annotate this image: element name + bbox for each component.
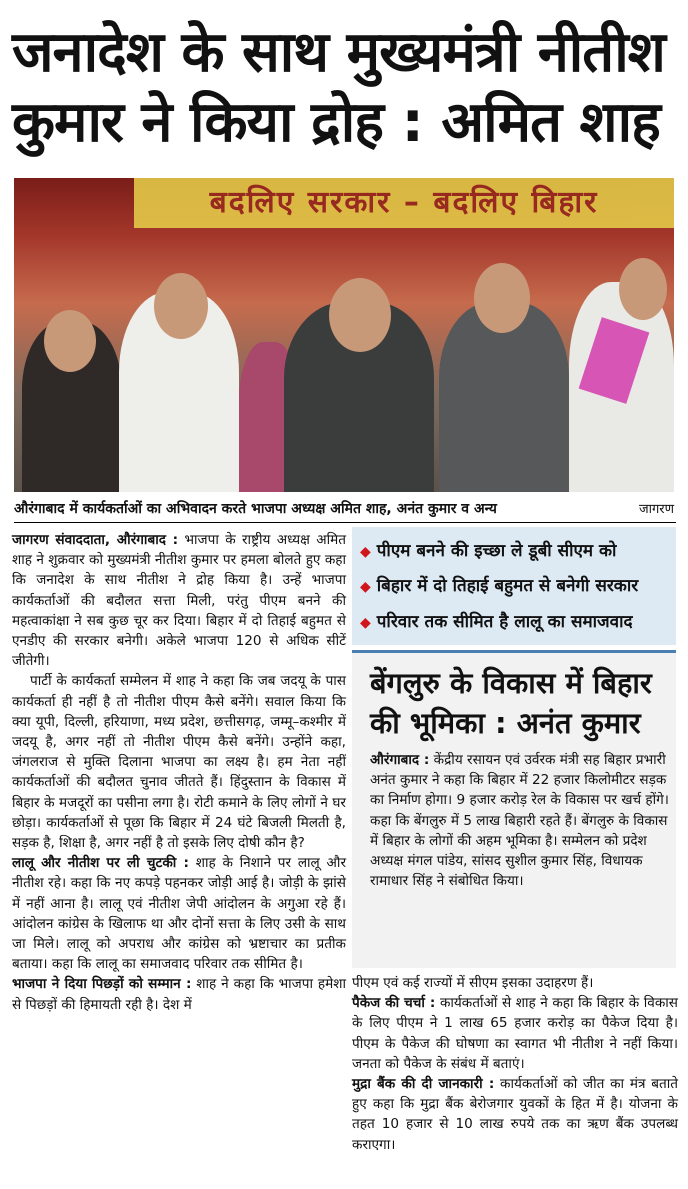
- sidebar-title: [370, 663, 670, 743]
- diamond-bullet-icon: ◆: [360, 615, 371, 631]
- person-head: [474, 263, 530, 333]
- paragraph-text: कार्यकर्ताओं को जीत का मंत्र बताते हुए कहा कि मुद्रा बैंक बेरोजगार युवकों के हित में है। योजना के तहत 10 हजार से 10 लाख रुपये तक का ऋण बैंक उपलब्ध कराएगा।: [352, 1076, 678, 1153]
- news-photo: [14, 178, 674, 492]
- divider: [14, 522, 676, 523]
- left-paragraph-4: [12, 974, 346, 1014]
- paragraph-text: शाह के निशाने पर लालू और नीतीश रहे। कहा कि नए कपड़े पहनकर जोड़ी आई है। जोड़ी के झांसे में नहीं आना है। लालू एवं नीतीश जेपी आंदोलन के अगुआ रहे हैं। आंदोलन कांग्रेस के खिलाफ था और दोनों सत्ता के लिए उसी के साथ जा मिले। लालू को अपराध और कांग्रेस को भ्रष्टाचार का प्रतीक बताया। कहा कि लालू का समाजवाद परिवार तक सीमित है।: [12, 855, 347, 973]
- headline: [12, 18, 676, 158]
- highlight-text: पीएम बनने की इच्छा ले डूबी सीएम को: [376, 541, 617, 561]
- photo-caption: [14, 497, 674, 519]
- sidebar-title-line-2: की भूमिका : अनंत कुमार: [370, 706, 641, 740]
- sidebar-text: केंद्रीय रसायन एवं उर्वरक मंत्री सह बिहार प्रभारी अनंत कुमार ने कहा कि बिहार में 22 हजार किलोमीटर सड़क का निर्माण होगा। 9 हजार करोड़ रेल के विकास पर खर्च होंगे। कहा कि बेंगलुरु में 5 लाख बिहारी रहते हैं। बेंगलुरु के विकास में बिहार के लोगों की अहम भूमिका है। सम्मेलन को प्रदेश अध्यक्ष मंगल पांडेय, सांसद सुशील कुमार सिंह, विधायक रामाधार सिंह ने संबोधित किया।: [370, 752, 669, 890]
- dateline: जागरण संवाददाता, औरंगाबाद :: [12, 532, 179, 548]
- sidebar-story: [352, 650, 676, 968]
- left-paragraph-2: पार्टी के कार्यकर्ता सम्मेलन में शाह ने कहा कि जब जदयू के पास कार्यकर्ता ही नहीं है तो नीतीश पीएम कैसे बनेंगे। सवाल किया कि क्या यूपी, दिल्ली, हरियाणा, मध्य प्रदेश, छत्तीसगढ़, जम्मू–कश्मीर में जदयू है, अगर नहीं तो नीतीश पीएम कैसे बनेंगे। उन्होंने कहा, जंगलराज से मुक्ति दिलाना भाजपा का लक्ष्य है। हम नेता नहीं कार्यकर्ताओं की बदौलत चुनाव जीतते हैं। हिंदुस्तान के विकास में बिहार के मजदूरों का पसीना लगा है। रोटी कमाने के लिए लोगों ने घर छोड़ा। कार्यकर्ताओं से पूछा कि बिहार में 24 घंटे बिजली मिलती है, सड़क है, शिक्षा है, अगर नहीं है तो इसके लिए दोषी कौन है?: [12, 673, 346, 852]
- highlight-text: बिहार में दो तिहाई बहुमत से बनेगी सरकार: [376, 576, 639, 596]
- photo-banner-text: बदलिए सरकार – बदलिए बिहार: [209, 185, 599, 220]
- left-column: [12, 530, 346, 1015]
- highlight-item: [360, 538, 616, 561]
- right-paragraph-3: [352, 1074, 678, 1155]
- subheading: लालू और नीतीश पर ली चुटकी :: [12, 855, 189, 872]
- photo-banner: [134, 178, 674, 228]
- subheading: भाजपा ने दिया पिछड़ों को सम्मान :: [12, 976, 192, 993]
- subheading: मुद्रा बैंक की दी जानकारी :: [352, 1076, 495, 1093]
- photo-credit: जागरण: [638, 502, 674, 517]
- caption-text: औरंगाबाद में कार्यकर्ताओं का अभिवादन करते भाजपा अध्यक्ष अमित शाह, अनंत कुमार व अन्य: [14, 500, 497, 517]
- headline-line-2: कुमार ने किया द्रोह : अमित शाह: [12, 90, 660, 155]
- person-head: [329, 278, 391, 352]
- highlight-text: परिवार तक सीमित है लालू का समाजवाद: [376, 612, 633, 632]
- highlight-item: [360, 609, 633, 632]
- left-paragraph-3: [12, 853, 346, 974]
- person-head: [154, 273, 208, 339]
- highlight-item: [360, 573, 638, 596]
- right-paragraph-2: [352, 993, 678, 1074]
- paragraph-text: शाह ने कहा कि भाजपा हमेशा से पिछड़ों की हिमायती रही है। देश में: [12, 976, 346, 1013]
- subheading: पैकेज की चर्चा :: [352, 995, 436, 1012]
- sidebar-body: [370, 750, 670, 891]
- left-paragraph-1: [12, 530, 346, 671]
- right-paragraph-1: पीएम एवं कई राज्यों में सीएम इसका उदाहरण हैं।: [352, 975, 594, 991]
- sidebar-dateline: औरंगाबाद :: [370, 752, 430, 768]
- person-head: [619, 258, 667, 320]
- diamond-bullet-icon: ◆: [360, 579, 371, 595]
- highlights-box: [352, 527, 676, 645]
- paragraph-text: कार्यकर्ताओं से शाह ने कहा कि बिहार के विकास के लिए पीएम ने 1 लाख 65 हजार करोड़ का पैकेज दिया है। पीएम के पैकेज की घोषणा का स्वागत भी नीतीश ने नहीं किया। जनता को पैकेज के संबंध में बताएं।: [352, 995, 678, 1072]
- paragraph-text: भाजपा के राष्ट्रीय अध्यक्ष अमित शाह ने शुक्रवार को मुख्यमंत्री नीतीश कुमार पर हमला बोलते हुए कहा कि जनादेश के साथ नीतीश ने द्रोह किया है। उन्हें भाजपा कार्यकर्ताओं की बदौलत सत्ता मिली, परंतु पीएम बनने की महत्वाकांक्षा ने सब कुछ चूर कर दिया। बिहार में दो तिहाई बहुमत से एनडीए की सरकार बनेगी। अकेले भाजपा 120 से अधिक सीटें जीतेगी।: [12, 532, 346, 670]
- sidebar-title-line-1: बेंगलुरु के विकास में बिहार: [370, 666, 652, 700]
- diamond-bullet-icon: ◆: [360, 544, 371, 560]
- headline-line-1: जनादेश के साथ मुख्यमंत्री नीतीश: [12, 20, 665, 85]
- right-column: [352, 973, 678, 1155]
- person-head: [44, 310, 96, 372]
